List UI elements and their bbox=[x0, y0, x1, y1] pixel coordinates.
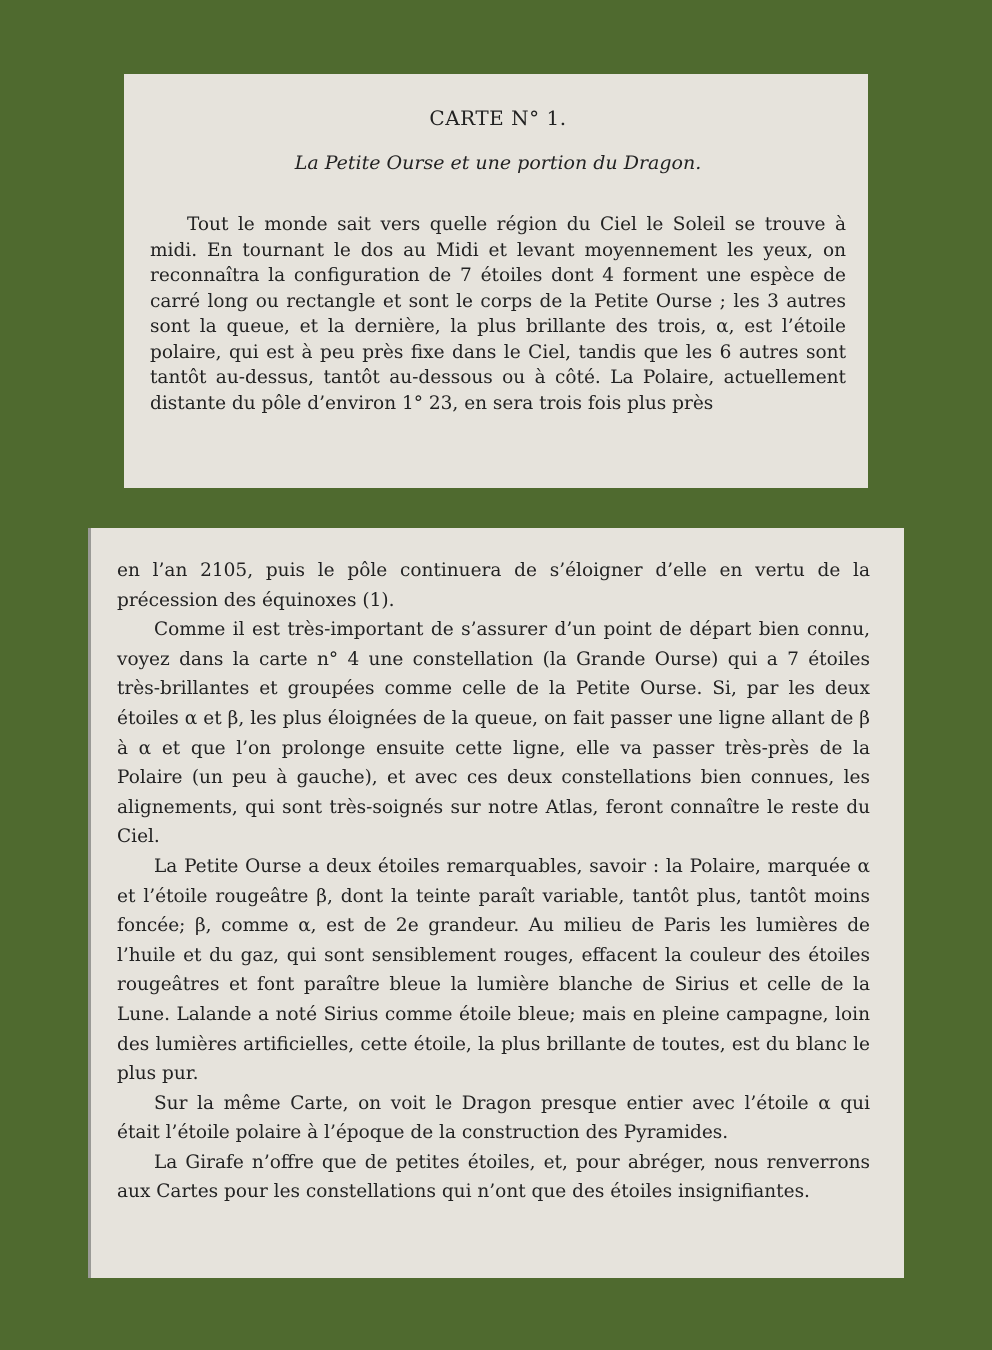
paragraph-dragon: Sur la même Carte, on voit le Dragon presque entier avec l’étoile α qui était l’étoile polaire à l’époque de la construction des Pyramides. bbox=[117, 1092, 870, 1144]
paragraph-intro: Tout le monde sait vers quelle région du Ciel le Soleil se trouve à midi. En tournant le dos au Midi et levant moyennement les yeux, on reconnaîtra la configuration de 7 étoiles dont 4 forment une espèce de carré long ou rectangle et sont le corps de la Petite Ourse ; les 3 autres sont la queue, et la dernière, la plus brillante des trois, α, est l’étoile polaire, qui est à peu près fixe dans le Ciel, tandis que les 6 autres sont tantôt au-dessus, tantôt au-dessous ou à côté. La Polaire, actuellement distante du pôle d’environ 1° 23, en sera trois fois plus près bbox=[150, 214, 846, 414]
page-subtitle: La Petite Ourse et une portion du Dragon. bbox=[294, 152, 702, 174]
page-excerpt-bottom bbox=[88, 528, 904, 1278]
paragraph-continuation: en l’an 2105, puis le pôle continuera de s’éloigner d’elle en vertu de la précession des équinoxes (1). bbox=[117, 560, 870, 611]
paragraph-petite-ourse: La Petite Ourse a deux étoiles remarquables, savoir : la Polaire, marquée α et l’étoile rougeâtre β, dont la teinte paraît variable, tantôt plus, tantôt moins foncée; β, comme α, est de 2e grandeur. Au milieu de Paris les lumières de l’huile et du gaz, qui sont sensiblement rouges, effacent la couleur des étoiles rougeâtres et font paraître bleue la lumière blanche de Sirius et celle de la Lune. Lalande a noté Sirius comme étoile bleue; mais en pleine campagne, loin des lumières artificielles, cette étoile, la plus brillante de toutes, est du blanc le plus pur. bbox=[117, 855, 870, 1085]
paragraph-girafe: La Girafe n’offre que de petites étoiles, et, pour abréger, nous renverrons aux Cartes pour les constellations qui n’ont que des étoiles insignifiantes. bbox=[117, 1151, 870, 1203]
paragraph-grande-ourse: Comme il est très-important de s’assurer d’un point de départ bien connu, voyez dans la carte n° 4 une constellation (la Grande Ourse) qui a 7 étoiles très-brillantes et groupées comme celle de la Petite Ourse. Si, par les deux étoiles α et β, les plus éloignées de la queue, on fait passer une ligne allant de β à α et que l’on prolonge ensuite cette ligne, elle va passer très-près de la Polaire (un peu à gauche), et avec ces deux constellations bien connues, les alignements, qui sont très-soignés sur notre Atlas, feront connaître le reste du Ciel. bbox=[117, 619, 870, 848]
page-title: CARTE N° 1. bbox=[429, 106, 567, 130]
page-excerpt-top bbox=[124, 74, 868, 488]
